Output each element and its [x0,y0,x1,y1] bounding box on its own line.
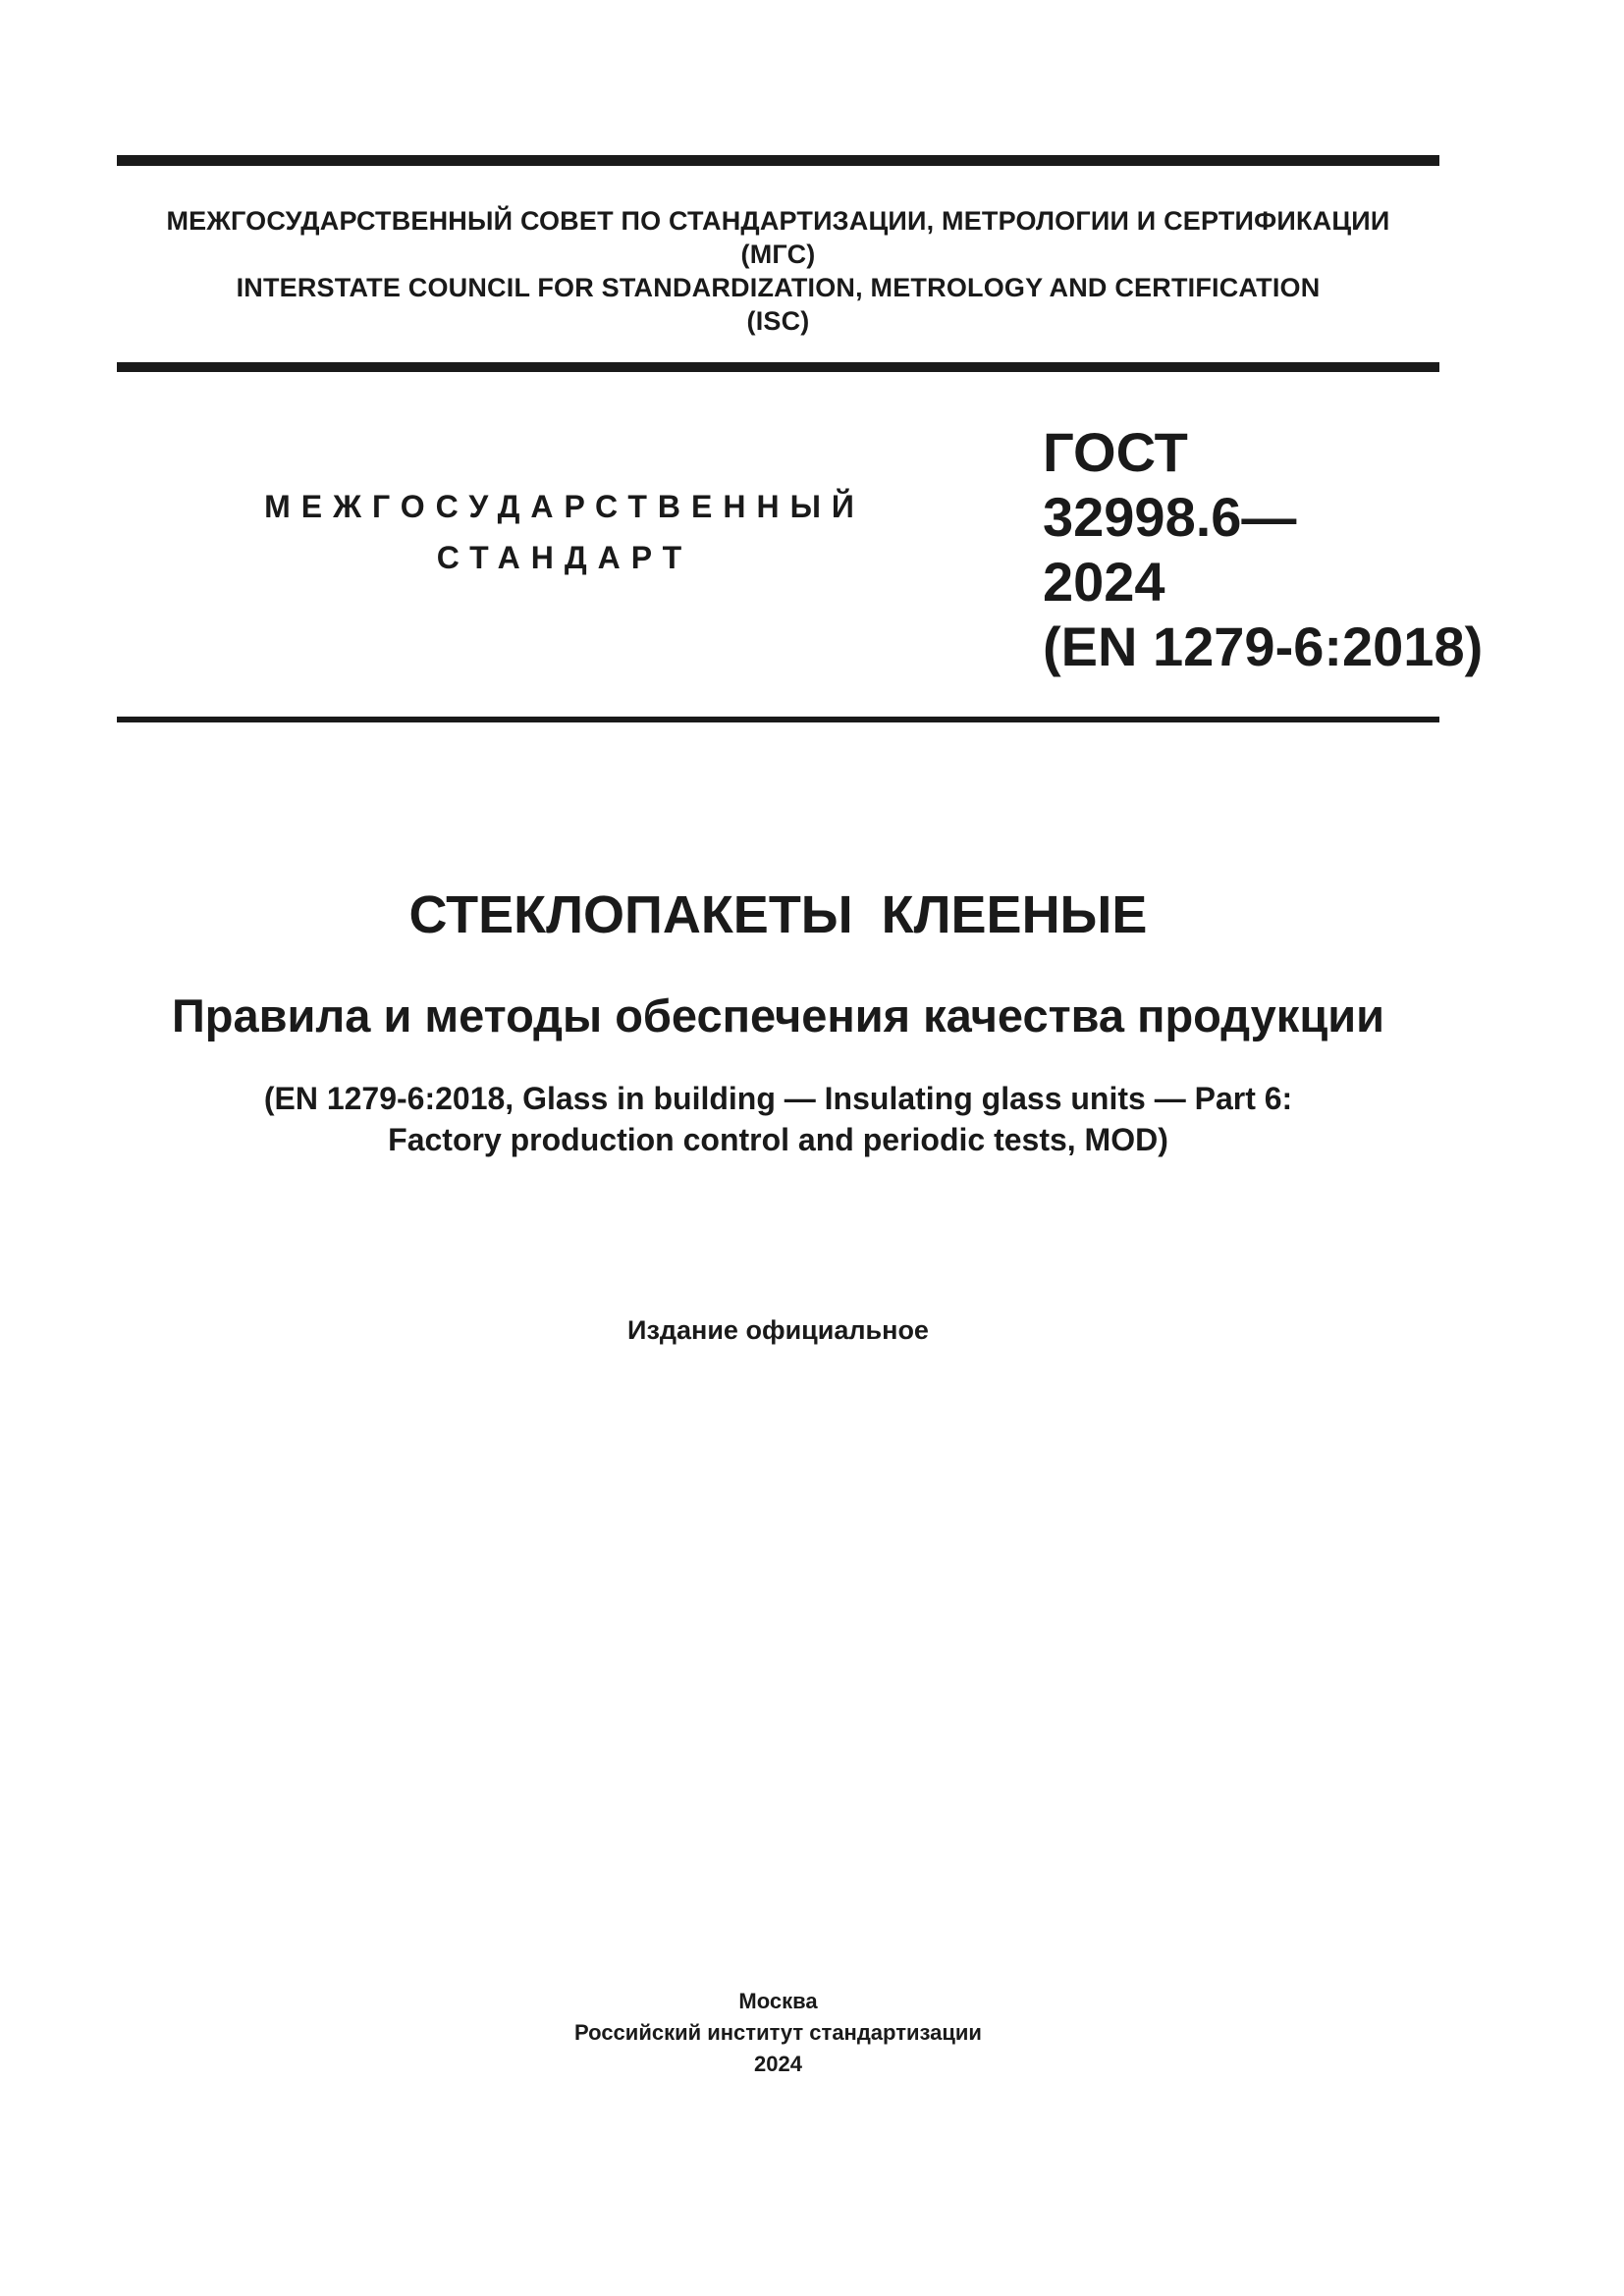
council-header [117,204,1439,338]
lower-rule [117,717,1439,722]
document-title-en [117,1078,1439,1160]
council-name-en: INTERSTATE COUNCIL FOR STANDARDIZATION, METROLOGY AND CERTIFICATION [236,273,1321,302]
council-abbr-ru: (МГС) [740,240,816,269]
edition-note: Издание официальное [627,1315,929,1345]
document-subtitle: Правила и методы обеспечения качества продукции [171,989,1385,1041]
designation-prefix: ГОСТ [1043,421,1188,483]
designation-number: 32998.6— [1043,486,1297,548]
designation-en-reference: (EN 1279-6:2018) [1043,615,1484,677]
imprint-city: Москва [738,1989,818,2013]
council-abbr-en: (ISC) [746,306,810,336]
standard-kind-line2: СТАНДАРТ [436,540,693,575]
imprint [117,1986,1439,2080]
imprint-publisher: Российский институт стандартизации [574,2020,982,2045]
middle-rule [117,362,1439,372]
standard-kind [245,481,884,583]
standard-designation [1043,420,1483,679]
council-name-ru: МЕЖГОСУДАРСТВЕННЫЙ СОВЕТ ПО СТАНДАРТИЗАЦИИ, МЕТРОЛОГИИ И СЕРТИФИКАЦИИ [166,206,1390,236]
standard-kind-line1: МЕЖГОСУДАРСТВЕННЫЙ [264,489,865,524]
designation-year: 2024 [1043,551,1165,613]
document-title: СТЕКЛОПАКЕТЫ КЛЕЕНЫЕ [408,885,1148,944]
imprint-year: 2024 [754,2052,802,2076]
document-title-en-line2: Factory production control and periodic tests, MOD) [388,1122,1168,1157]
document-title-en-line1: (EN 1279-6:2018, Glass in building — Insulating glass units — Part 6: [263,1081,1293,1116]
top-rule [117,155,1439,166]
